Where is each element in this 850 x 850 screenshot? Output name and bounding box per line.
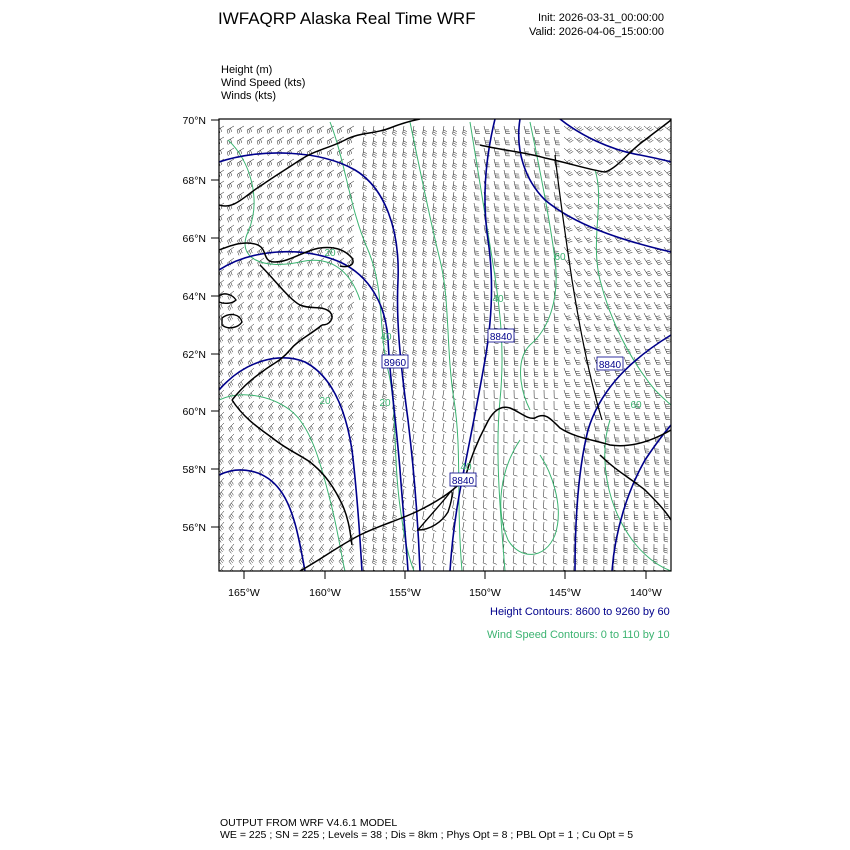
wind-contour-label: 40 [380,332,392,343]
lat-tick-label: 58°N [182,464,206,476]
lat-tick-label: 60°N [182,406,206,418]
field-winds-label: Winds (kts) [221,90,276,102]
valid-time: Valid: 2026-04-06_15:00:00 [529,26,664,38]
wind-contours-note: Wind Speed Contours: 0 to 110 by 10 [487,629,670,641]
lat-tick-label: 56°N [182,522,206,534]
lon-tick-label: 140°W [630,587,662,599]
wind-contour-label: 60 [630,400,642,411]
wind-contour-label: 20 [319,396,331,407]
init-time: Init: 2026-03-31_00:00:00 [538,12,664,24]
lon-tick-label: 150°W [469,587,501,599]
longitude-axis [228,571,662,599]
plot-title: IWFAQRP Alaska Real Time WRF [218,9,476,28]
latitude-axis [183,115,219,534]
lat-tick-label: 66°N [182,233,206,245]
lat-tick-label: 70°N [182,115,206,127]
field-height-label: Height (m) [221,64,273,76]
lon-tick-label: 160°W [309,587,341,599]
model-footer-line1: OUTPUT FROM WRF V4.6.1 MODEL [220,817,398,829]
height-contours-note: Height Contours: 8600 to 9260 by 60 [490,606,670,618]
height-contour-label: 8960 [383,358,407,369]
height-contour-label: 8840 [489,332,513,343]
wind-contour-label: 60 [554,252,566,263]
wind-contour-label: 40 [492,294,504,305]
field-wind-speed-label: Wind Speed (kts) [221,77,306,89]
lon-tick-label: 155°W [389,587,421,599]
lon-tick-label: 165°W [228,587,260,599]
lon-tick-label: 145°W [549,587,581,599]
lat-tick-label: 64°N [182,291,206,303]
lat-tick-label: 62°N [182,349,206,361]
wind-contour-label: 20 [379,398,391,409]
height-contour-label: 8840 [451,476,475,487]
wind-contour-label: 40 [460,462,472,473]
model-footer-line2: WE = 225 ; SN = 225 ; Levels = 38 ; Dis = 8km ; Phys Opt = 8 ; PBL Opt = 1 ; Cu Opt = 5 [220,829,634,841]
wind-contour-label: 20 [324,248,336,259]
lat-tick-label: 68°N [182,175,206,187]
height-contour-label: 8840 [598,360,622,371]
